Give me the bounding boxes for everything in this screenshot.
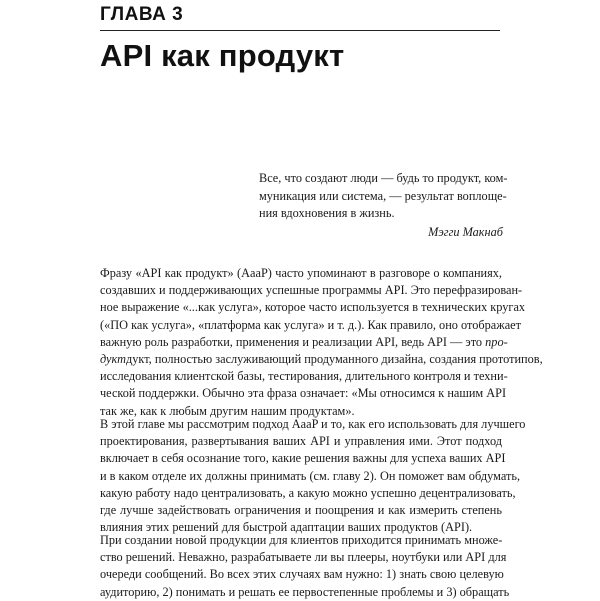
text-line: включает в себя осознание того, какие решения важны для успеха ваших API — [100, 451, 506, 466]
text-line: проектирования, развертывания ваших API и управления ими. Этот подход — [100, 434, 502, 449]
text-line: ство решений. Неважно, разрабатываете ли вы плееры, ноутбуки или API для — [100, 550, 507, 565]
text-line: так же, как к любым другим нашим продуктам». — [100, 403, 355, 418]
text-line — [100, 351, 543, 368]
text-run: дукт, полностью заслуживающий продуманного дизайна, создания прототипов, — [126, 352, 543, 367]
chapter-label: ГЛАВА 3 — [100, 4, 184, 25]
text-line: очереди сообщений. Во всех этих случаях вам нужно: 1) знать свою целевую — [100, 567, 504, 582]
emphasis-text: дукт — [100, 352, 126, 367]
text-line: В этой главе мы рассмотрим подход AaaP и то, как его использовать для лучшего — [100, 417, 526, 431]
text-line: влияния этих решений для быстрой адаптации ваших продуктов (API). — [100, 520, 473, 535]
epigraph-quote — [259, 170, 508, 223]
epigraph-line: ния вдохновения в жизнь. — [259, 206, 395, 220]
epigraph-author: Мэгги Макнаб — [428, 225, 503, 239]
text-line: («ПО как услуга», «платформа как услуга» и т. д.). Как правило, оно отображает — [100, 317, 521, 332]
text-line: какую работу надо централизовать, а какую можно успешно децентрализовать, — [100, 485, 516, 500]
text-line: При создании новой продукции для клиентов приходится принимать множе- — [100, 533, 503, 547]
text-line: исследования клиентской базы, тестирования, длительного контроля и техни- — [100, 369, 508, 384]
text-line: создавших и поддерживающих успешные программы API. Это перефразирован- — [100, 283, 523, 298]
text-line: где лучше задействовать ограничения и поощрения и как измерить степень — [100, 503, 502, 518]
epigraph-line: Все, что создают люди — будь то продукт, ком- — [259, 171, 508, 185]
epigraph-line: муникация или система, — результат воплоще- — [259, 188, 507, 203]
emphasis-text: про- — [485, 334, 508, 349]
paragraph-2 — [100, 416, 526, 536]
paragraph-1 — [100, 265, 543, 420]
text-line — [100, 334, 508, 351]
chapter-title: API как продукт — [100, 38, 345, 73]
paragraph-3 — [100, 532, 510, 601]
text-line: Фразу «API как продукт» (AaaP) часто упоминают в разговоре о компаниях, — [100, 266, 502, 280]
text-run: важную роль разработки, применения и реализации API, ведь API — это — [100, 334, 486, 349]
text-line: ное выражение «...как услуга», которое часто используется в технических кругах — [100, 300, 526, 315]
text-line: ческой поддержки. Обычно эта фраза означает: «Мы относимся к нашим API — [100, 386, 507, 401]
text-line: и в каком отделе их должны принимать (см. главу 2). Он поможет вам обдумать, — [100, 468, 521, 483]
text-line: аудиторию, 2) понимать и решать ее первостепенные проблемы и 3) обращать — [100, 584, 510, 599]
chapter-divider — [100, 30, 500, 31]
